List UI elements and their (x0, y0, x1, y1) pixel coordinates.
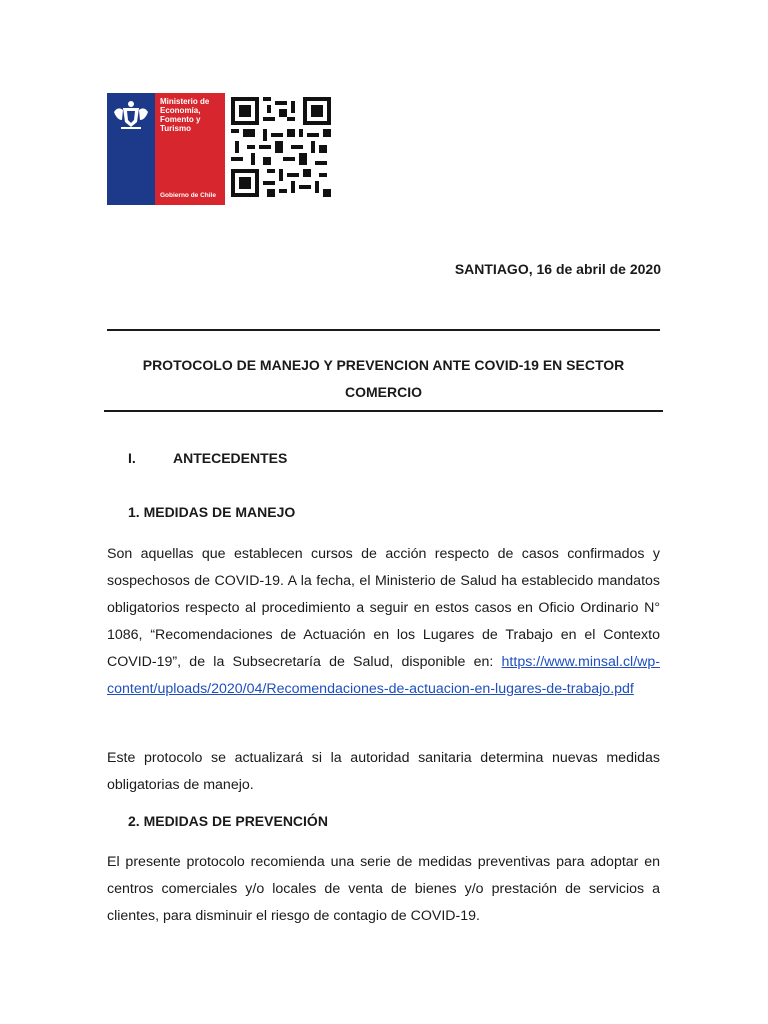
header-divider (107, 329, 660, 331)
title-line-1: PROTOCOLO DE MANEJO Y PREVENCION ANTE COVID-19 EN SECTOR (142, 357, 625, 373)
section-heading (128, 450, 287, 466)
subsection-heading-manejo: 1. MEDIDAS DE MANEJO (128, 504, 296, 520)
document-date: SANTIAGO, 16 de abril de 2020 (454, 261, 661, 277)
section-label: ANTECEDENTES (173, 450, 288, 466)
gobierno-label: Gobierno de Chile (160, 192, 216, 199)
subsection-heading-prevencion: 2. MEDIDAS DE PREVENCIÓN (128, 813, 328, 829)
chile-crest-icon (112, 98, 150, 130)
title-rule (104, 410, 663, 412)
logo-red-panel (155, 93, 225, 205)
ministry-logo (107, 93, 225, 205)
paragraph-manejo (107, 541, 660, 703)
qr-code-icon (231, 97, 331, 197)
ministry-name: Ministerio de Economía, Fomento y Turismo (160, 97, 210, 133)
paragraph-prevencion: El presente protocolo recomienda una serie de medidas preventivas para adoptar en centros comerciales y/o locales de venta de bienes y/o prestación de servicios a clientes, para disminuir el riesgo de contagio de COVID-19. (107, 854, 660, 924)
paragraph-update: Este protocolo se actualizará si la autoridad sanitaria determina nuevas medidas obligatorias de manejo. (107, 750, 660, 793)
document-title (107, 352, 660, 406)
paragraph-manejo-text: Son aquellas que establecen cursos de acción respecto de casos confirmados y sospechosos de COVID-19. A la fecha, el Ministerio de Salud ha establecido mandatos obligatorios respecto al procedimiento a seguir en estos casos en Oficio Ordinario N° 1086, “Recomendaciones de Actuación en los Lugares de Trabajo en el Contexto COVID-19”, de la Subsecretaría de Salud, disponible en: (107, 546, 660, 670)
title-line-2: COMERCIO (345, 384, 422, 400)
minsal-link[interactable]: https://www.minsal.cl/wp-content/uploads/2020/04/Recomendaciones-de-actuacion-en-lugares-de-trabajo.pdf (107, 654, 661, 697)
section-number: I. (128, 450, 136, 466)
logo-blue-panel (107, 93, 155, 205)
